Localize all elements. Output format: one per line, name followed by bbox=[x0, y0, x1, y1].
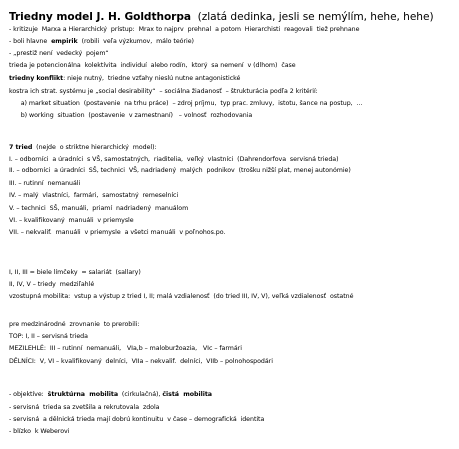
text-segment: I. – odborníci a úradníci s VŠ, samostatných, riaditelia, veľký vlastníci (Dahrendorfova servisná trieda) bbox=[9, 156, 339, 163]
bold-term: 7 tried bbox=[9, 144, 33, 151]
text-segment: - blízko k Weberovi bbox=[9, 428, 70, 435]
text-segment: pre medzinárodné zrovnanie to prerobili: bbox=[9, 321, 140, 328]
text-segment: DĚLNÍCI: V, VI – kvalifikovaný delníci, VIIa – nekvalif. delníci, VIIb – polnohospodári bbox=[9, 358, 273, 365]
text-segment: II. – odborníci a úradníci SŠ, technici VŠ, nadriadený malých podnikov (trošku nižší plat, menej autonómie) bbox=[9, 167, 351, 174]
bold-term: čistá mobilita bbox=[162, 391, 212, 398]
text-segment: VII. – nekvalif. manuáli v priemysle a všetci manuáli v poľnohos.po. bbox=[9, 229, 226, 236]
text-line-l25 bbox=[9, 403, 459, 412]
text-segment: - servisná trieda sa zvetšila a rekrutovala zdola bbox=[9, 404, 160, 411]
text-line-l14 bbox=[9, 204, 459, 213]
text-line-l12 bbox=[9, 179, 459, 188]
text-line-l9 bbox=[9, 143, 459, 152]
bold-term: štruktúrna mobilita bbox=[47, 391, 119, 398]
text-line-l23 bbox=[9, 357, 459, 366]
text-segment: - servisná a dělnická trieda mají dobrú kontinuitu v čase – demografická identita bbox=[9, 416, 265, 423]
text-line-l1 bbox=[9, 25, 459, 34]
text-segment: : nieje nutný, triedne vzťahy nieslú nutne antagonistické bbox=[63, 75, 241, 82]
text-segment: - boli hlavne bbox=[9, 38, 52, 45]
text-line-l18 bbox=[9, 280, 459, 289]
text-line-l26 bbox=[9, 415, 459, 424]
text-segment: trieda je potencionálna kolektívita individuí alebo rodín, ktorý sa nemení v (dlhom) čase bbox=[9, 62, 296, 69]
text-segment: II, IV, V – triedy medziľahlé bbox=[9, 281, 95, 288]
text-segment: - kritizuje Marxa a Hierarchický prístup: Mrax to najprv prehnal a potom Hierarchisti reagovali tiež prehnane bbox=[9, 26, 360, 33]
text-segment: (robili veľa výzkumov, málo teórie) bbox=[77, 38, 194, 45]
text-line-l16 bbox=[9, 228, 459, 237]
text-line-l13 bbox=[9, 191, 459, 200]
text-line-l4 bbox=[9, 61, 459, 70]
text-line-l17 bbox=[9, 268, 459, 277]
text-line-l7 bbox=[9, 99, 459, 108]
text-line-l21 bbox=[9, 332, 459, 341]
text-line-l5 bbox=[9, 74, 459, 83]
text-segment: I, II, III = biele límčeky = salariát (sallary) bbox=[9, 269, 141, 276]
text-segment: a) market situation (postavenie na trhu práce) – zdroj príjmu, typ prac. zmluvy, istotu, šance na postup, ... bbox=[9, 100, 363, 107]
bold-term: triedny konflikt bbox=[9, 75, 64, 82]
text-segment: VI. – kvalifikovaný manuáli v priemysle bbox=[9, 217, 134, 224]
text-line-l27 bbox=[9, 427, 459, 436]
text-line-l10 bbox=[9, 155, 459, 164]
text-segment: III. – rutinní nemanuáli bbox=[9, 180, 81, 187]
bold-term: empirik bbox=[51, 38, 78, 45]
text-segment: b) working situation (postavenie v zamestnaní) – volnosť rozhodovania bbox=[9, 112, 253, 119]
text-segment: kostra ich strat. systému je „social desirability“ – sociálna žiadanosť – štrukturácia podľa 2 kritérií: bbox=[9, 88, 318, 95]
text-line-l22 bbox=[9, 344, 459, 353]
text-line-l8 bbox=[9, 111, 459, 120]
text-line-l3 bbox=[9, 49, 459, 58]
text-segment: (nejde o striktne hierarchický model): bbox=[32, 144, 157, 151]
text-segment: MEZILEHLÉ: III – rutinní nemanuáli, VIa,b – maloburžoazia, VIc – farmári bbox=[9, 345, 242, 352]
text-line-l11 bbox=[9, 166, 459, 175]
text-segment: TOP: I, II – servisná trieda bbox=[9, 333, 88, 340]
text-segment: vzostupná mobilita: vstup a výstup z tried I, II; malá vzdialenosť (do tried III, IV, V), veľká vzdialenosť ostatné bbox=[9, 293, 354, 300]
text-segment: - objektíve: bbox=[9, 391, 48, 398]
title-bold: Triedny model J. H. Goldthorpa bbox=[9, 11, 191, 23]
text-line-l6 bbox=[9, 87, 459, 96]
text-line-l19 bbox=[9, 292, 459, 301]
text-segment: IV. – malý vlastníci, farmári, samostatný remeselníci bbox=[9, 192, 179, 199]
document-title bbox=[9, 10, 449, 24]
text-segment: (cirkulačná), bbox=[118, 391, 163, 398]
text-line-l20 bbox=[9, 320, 459, 329]
text-segment: - „prestiž není vedecký pojem“ bbox=[9, 50, 109, 57]
text-line-l15 bbox=[9, 216, 459, 225]
title-subtitle: (zlatá dedinka, jesli se nemýlím, hehe, hehe) bbox=[191, 11, 434, 23]
text-line-l24 bbox=[9, 390, 459, 399]
text-line-l2 bbox=[9, 37, 459, 46]
text-segment: V. – technici SŠ, manuáli, priamí nadriadený manuálom bbox=[9, 205, 189, 212]
